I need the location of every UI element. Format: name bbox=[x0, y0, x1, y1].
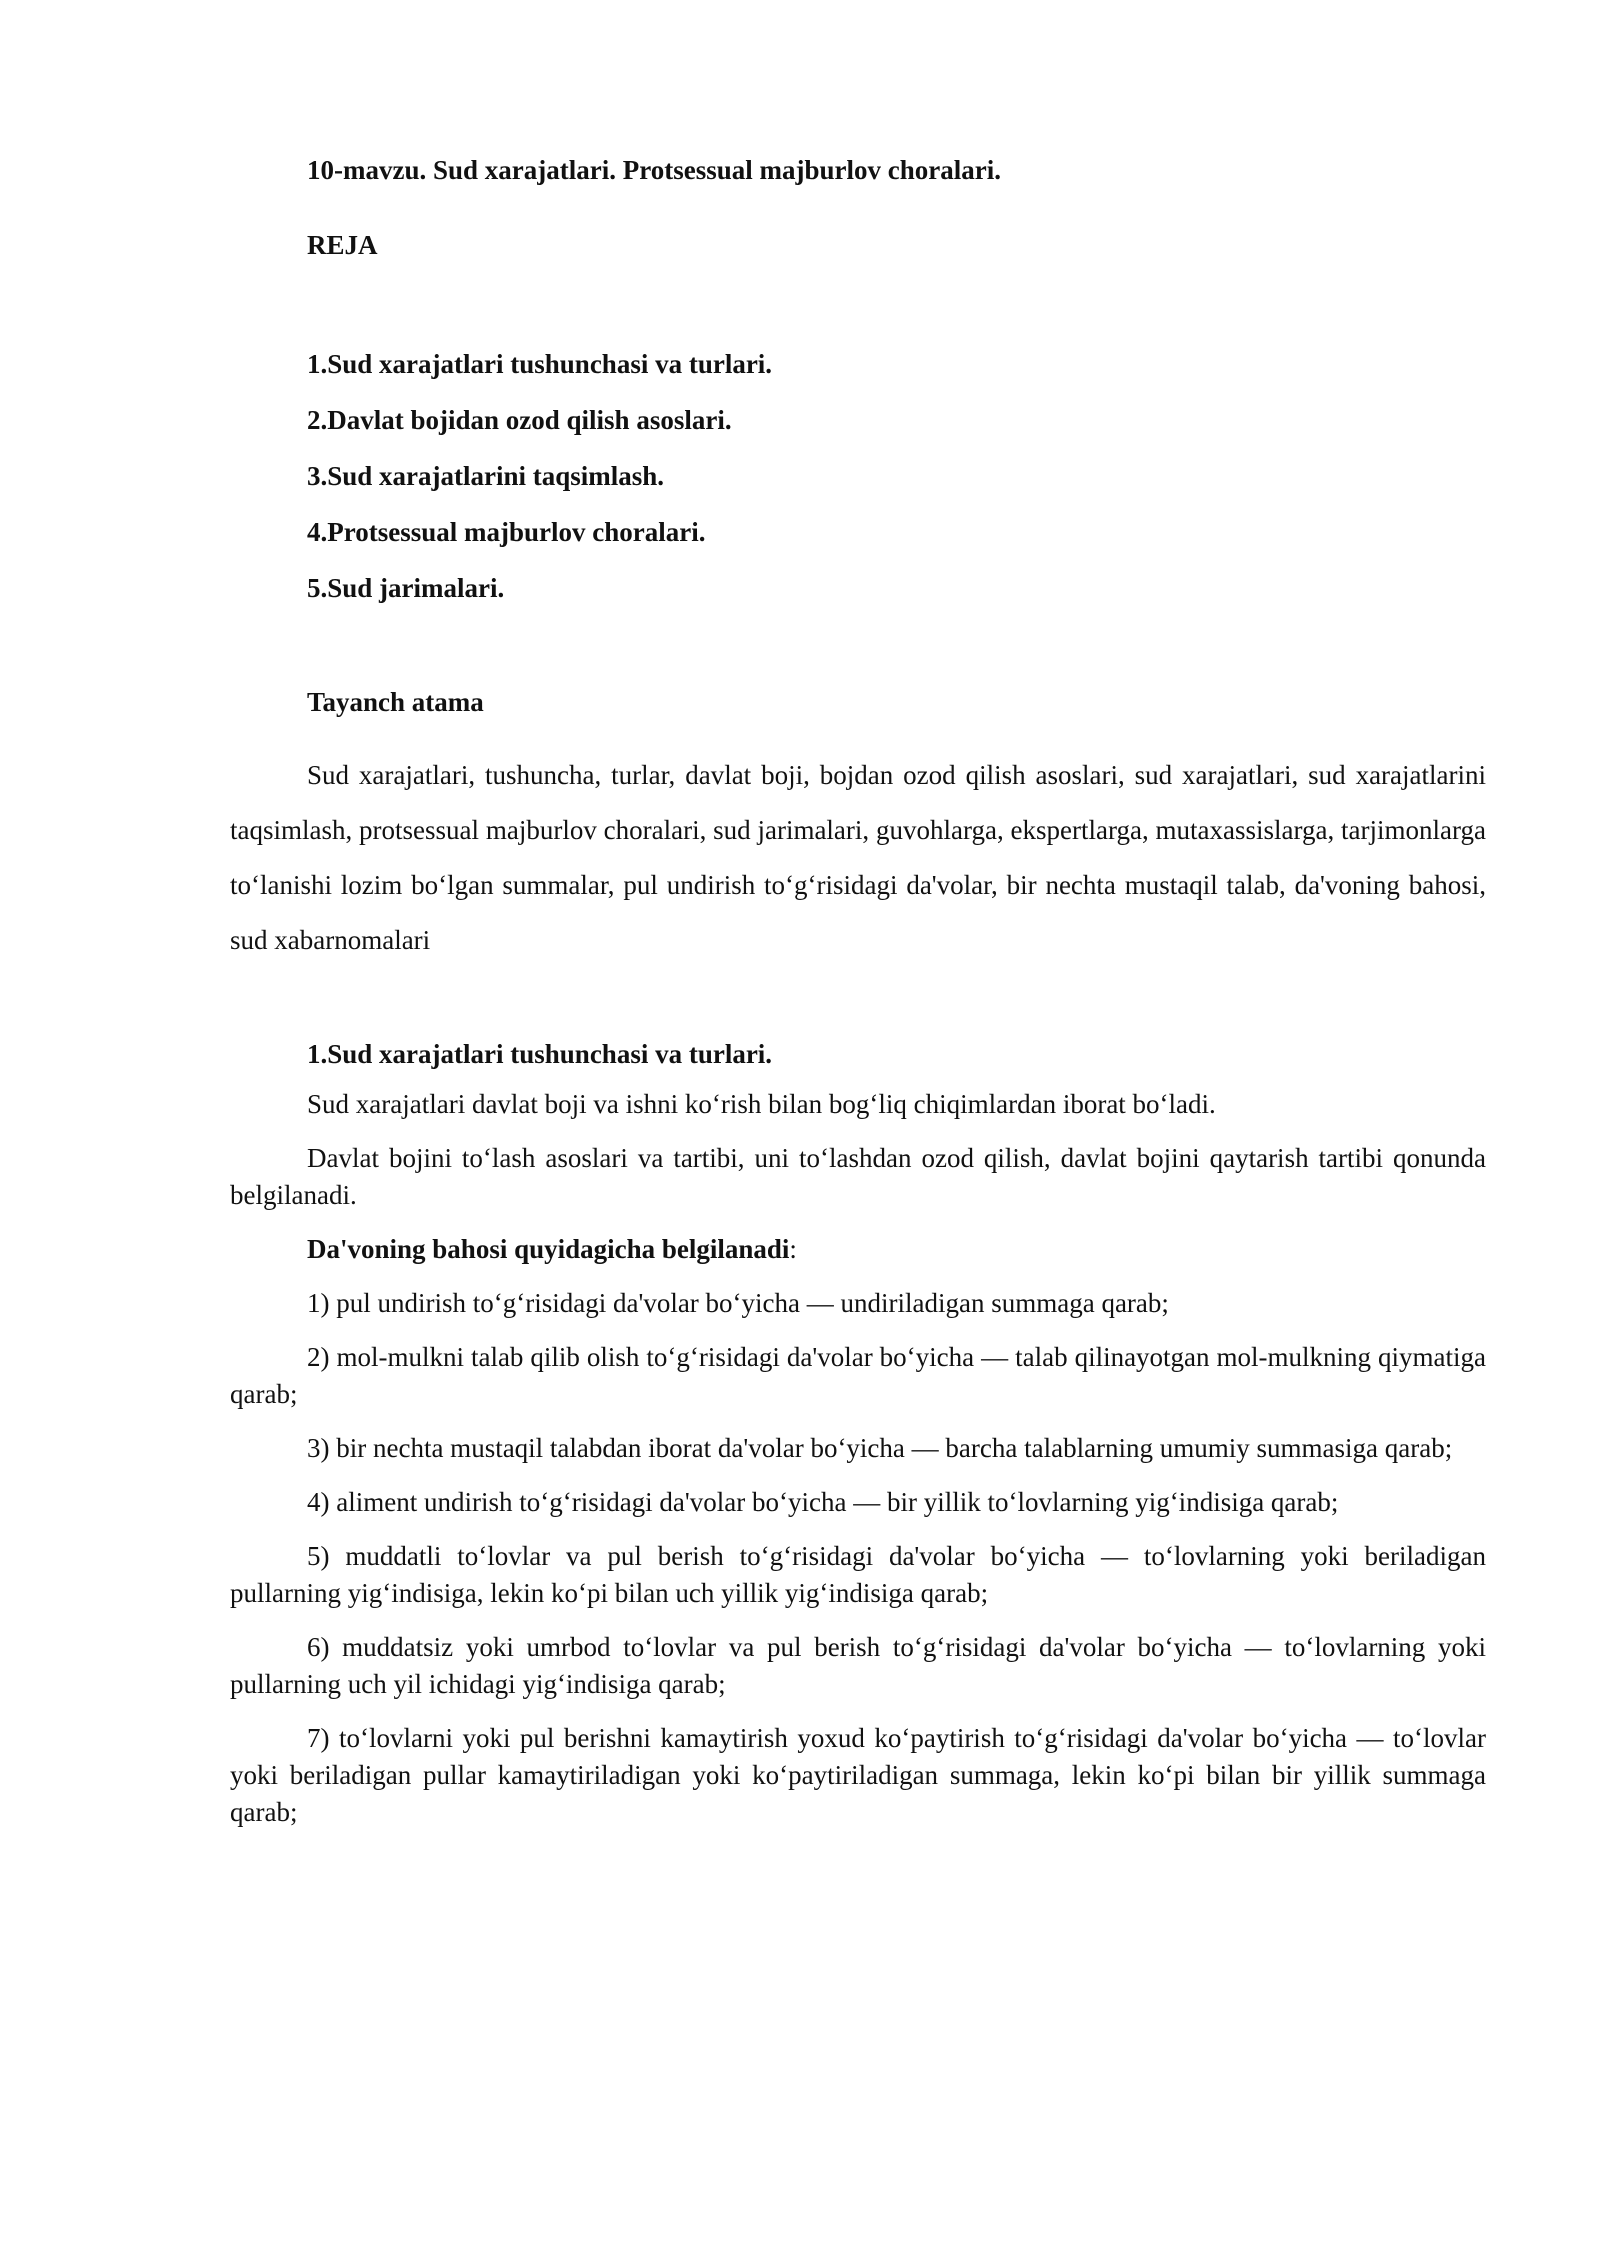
plan-item: 5.Sud jarimalari. bbox=[307, 573, 505, 603]
keywords-heading: Tayanch atama bbox=[307, 687, 484, 717]
section-heading: 1.Sud xarajatlari tushunchasi va turlari. bbox=[307, 1039, 773, 1069]
list-item: 3) bir nechta mustaqil talabdan iborat da'volar bo‘yicha — barcha talablarning umumiy summasiga qarab; bbox=[307, 1433, 1453, 1463]
list-item: 1) pul undirish to‘g‘risidagi da'volar bo‘yicha — undiriladigan summaga qarab; bbox=[307, 1288, 1169, 1318]
claim-value-heading-text: Da'voning bahosi quyidagicha belgilanadi bbox=[307, 1234, 790, 1264]
plan-item: 4.Protsessual majburlov choralari. bbox=[307, 517, 706, 547]
plan-heading: REJA bbox=[307, 230, 378, 260]
plan-item: 3.Sud xarajatlarini taqsimlash. bbox=[307, 461, 665, 491]
list-item: 7) to‘lovlarni yoki pul berishni kamaytirish yoxud ko‘paytirish to‘g‘risidagi da'volar bo‘yicha — to‘lovlar yoki beriladigan pullar kamaytiriladigan yoki ko‘paytiriladigan summaga, lekin ko‘pi bilan bir yillik summaga qarab; bbox=[230, 1723, 1486, 1827]
plan-item: 2.Davlat bojidan ozod qilish asoslari. bbox=[307, 405, 732, 435]
body-paragraph: Davlat bojini to‘lash asoslari va tartibi, uni to‘lashdan ozod qilish, davlat bojini qaytarish tartibi qonunda belgilanadi. bbox=[230, 1143, 1486, 1210]
list-item: 4) aliment undirish to‘g‘risidagi da'volar bo‘yicha — bir yillik to‘lovlarning yig‘indisiga qarab; bbox=[307, 1487, 1339, 1517]
body-paragraph: Sud xarajatlari davlat boji va ishni ko‘rish bilan bog‘liq chiqimlardan iborat bo‘ladi. bbox=[307, 1089, 1216, 1119]
document-page bbox=[230, 150, 1486, 1831]
claim-value-heading-colon: : bbox=[789, 1234, 797, 1264]
keywords-paragraph: Sud xarajatlari, tushuncha, turlar, davlat boji, bojdan ozod qilish asoslari, sud xarajatlari, sud xarajatlarini taqsimlash, protsessual majburlov choralari, sud jarimalari, guvohlarga, ekspertlarga, mutaxassislarga, tarjimonlarga to‘lanishi lozim bo‘lgan summalar, pul undirish to‘g‘risidagi da'volar, bir nechta mustaqil talab, da'voning bahosi, sud xabarnomalari bbox=[230, 760, 1486, 955]
list-item: 2) mol-mulkni talab qilib olish to‘g‘risidagi da'volar bo‘yicha — talab qilinayotgan mol-mulkning qiymatiga qarab; bbox=[230, 1342, 1486, 1409]
document-title: 10-mavzu. Sud xarajatlari. Protsessual majburlov choralari. bbox=[307, 155, 1001, 185]
claim-value-heading bbox=[230, 1231, 1486, 1268]
list-item: 5) muddatli to‘lovlar va pul berish to‘g‘risidagi da'volar bo‘yicha — to‘lovlarning yoki beriladigan pullarning yig‘indisiga, lekin ko‘pi bilan uch yillik yig‘indisiga qarab; bbox=[230, 1541, 1486, 1608]
list-item: 6) muddatsiz yoki umrbod to‘lovlar va pul berish to‘g‘risidagi da'volar bo‘yicha — to‘lovlarning yoki pullarning uch yil ichidagi yig‘indisiga qarab; bbox=[230, 1632, 1486, 1699]
plan-item: 1.Sud xarajatlari tushunchasi va turlari. bbox=[307, 349, 773, 379]
plan-list bbox=[230, 336, 1486, 616]
